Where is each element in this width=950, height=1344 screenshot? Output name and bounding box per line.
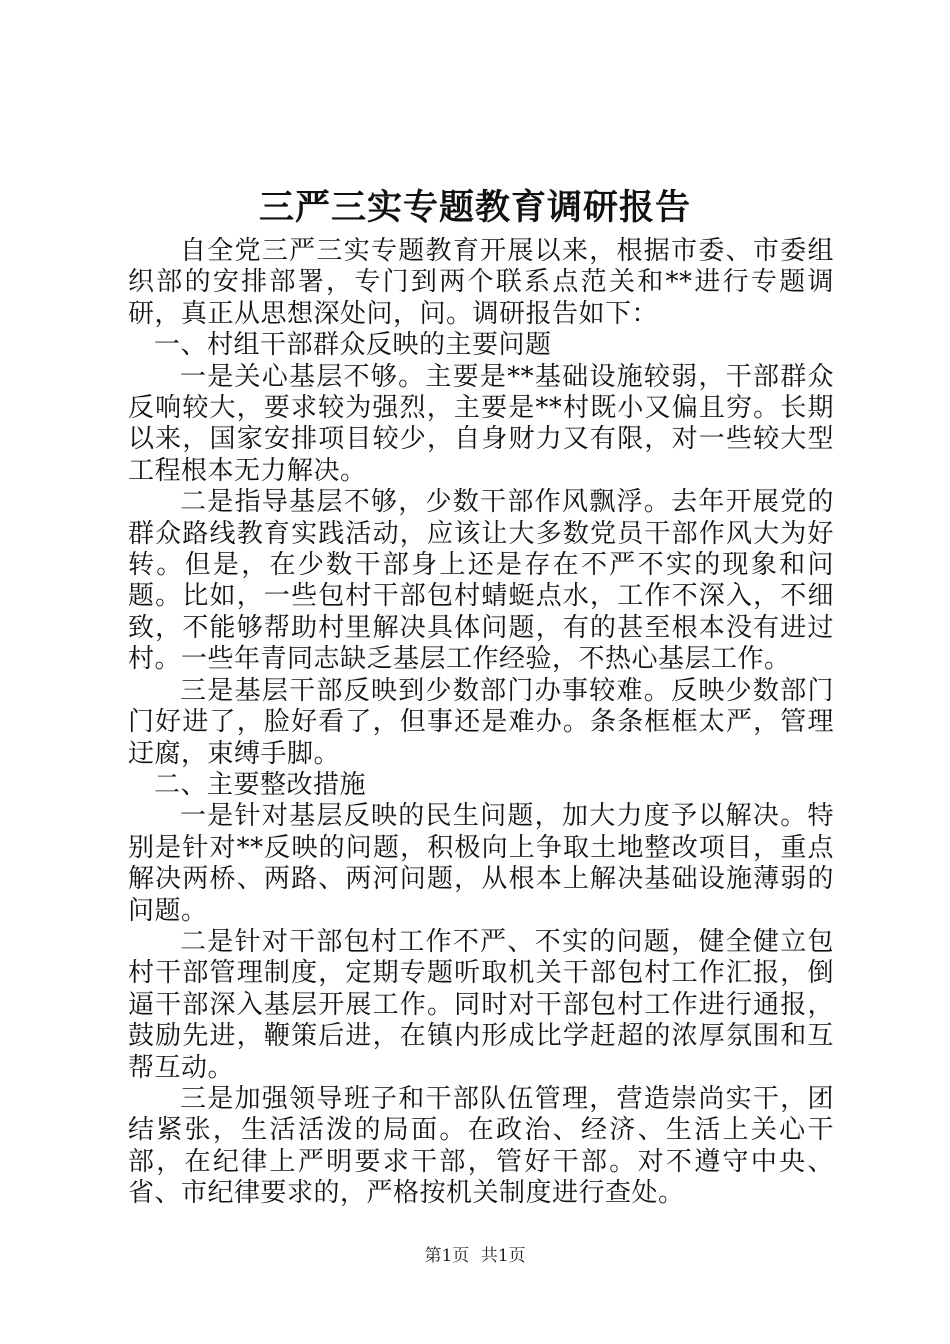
paragraph-problem-1: 一是关心基层不够。主要是**基础设施较弱，干部群众反响较大，要求较为强烈，主要是**村既小又偏且穷。长期以来，国家安排项目较少，自身财力又有限，对一些较大型工程根本无力解决。 [128, 361, 834, 486]
section-heading-measures: 二、主要整改措施 [154, 769, 367, 800]
document-title: 三严三实专题教育调研报告 [258, 187, 691, 228]
paragraph-intro: 自全党三严三实专题教育开展以来，根据市委、市委组织部的安排部署，专门到两个联系点范关和**进行专题调研，真正从思想深处问，问。调研报告如下： [128, 236, 834, 329]
paragraph-measure-1: 一是针对基层反映的民生问题，加大力度予以解决。特别是针对**反映的问题，积极向上争取土地整改项目，重点解决两桥、两路、两河问题，从根本上解决基础设施薄弱的问题。 [128, 801, 834, 926]
paragraph-measure-3: 三是加强领导班子和干部队伍管理，营造崇尚实干，团结紧张，生活活泼的局面。在政治、经济、生活上关心干部，在纪律上严明要求干部，管好干部。对不遵守中央、省、市纪律要求的，严格按机关制度进行查处。 [128, 1083, 834, 1209]
page-number-current: 第1页 [424, 1246, 470, 1266]
paragraph-problem-2: 二是指导基层不够，少数干部作风飘浮。去年开展党的群众路线教育实践活动，应该让大多数党员干部作风大为好转。但是，在少数干部身上还是存在不严不实的现象和问题。比如，一些包村干部包村蜻蜓点水，工作不深入，不细致，不能够帮助村里解决具体问题，有的甚至根本没有进过村。一些年青同志缺乏基层工作经验，不热心基层工作。 [128, 487, 834, 675]
paragraph-problem-3: 三是基层干部反映到少数部门办事较难。反映少数部门门好进了，脸好看了，但事还是难办。条条框框太严，管理迂腐，束缚手脚。 [128, 675, 834, 769]
section-heading-problems: 一、村组干部群众反映的主要问题 [154, 330, 552, 361]
page-footer [0, 1244, 950, 1268]
paragraph-measure-2: 二是针对干部包村工作不严、不实的问题，健全健立包村干部管理制度，定期专题听取机关干部包村工作汇报，倒逼干部深入基层开展工作。同时对干部包村工作进行通报，鼓励先进，鞭策后进，在镇内形成比学赶超的浓厚氛围和互帮互动。 [128, 926, 834, 1083]
document-body [128, 236, 834, 1210]
page-number-total: 共1页 [480, 1246, 526, 1266]
